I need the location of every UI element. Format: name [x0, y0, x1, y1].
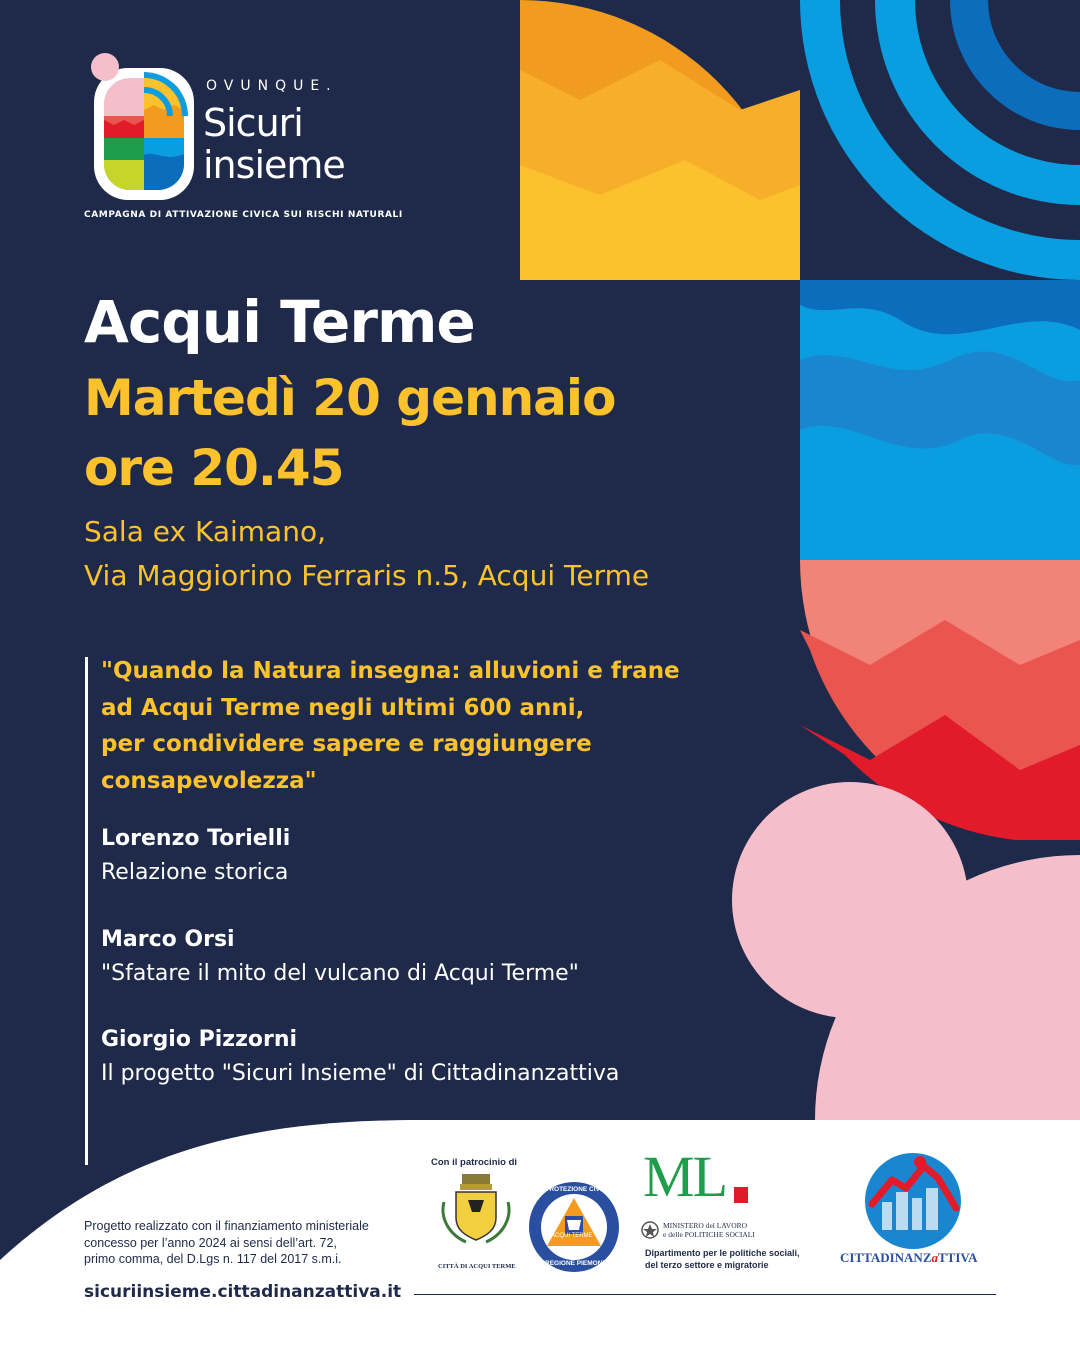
ministry-name-line1: MINISTERO del LAVORO — [663, 1221, 748, 1230]
event-date: Martedì 20 gennaio — [84, 369, 616, 427]
footer-divider — [414, 1294, 996, 1295]
vertical-divider — [85, 657, 88, 1165]
ministry-name-line2: e delle POLITICHE SOCIALI — [663, 1230, 755, 1239]
civil-protection-bottom-text: REGIONE PIEMONTE — [545, 1260, 611, 1267]
speaker-name: Lorenzo Torielli — [101, 826, 291, 851]
speaker-topic: "Sfatare il mito del vulcano di Acqui Terme" — [101, 961, 579, 986]
city-crest-caption: CITTÀ DI ACQUI TERME — [438, 1263, 516, 1270]
talk-title — [101, 653, 721, 799]
cittadinanzattiva-wordmark-post: TTIVA — [938, 1250, 978, 1265]
talk-title-line: "Quando la Natura insegna: alluvioni e frane — [101, 658, 680, 684]
logo-word-insieme: insieme — [203, 143, 345, 187]
event-time: ore 20.45 — [84, 439, 344, 497]
cittadinanzattiva-wordmark — [840, 1250, 978, 1266]
yellow-quarter-shape — [520, 0, 800, 280]
talk-title-line: per condividere sapere e raggiungere — [101, 731, 592, 757]
ministry-department-line2: del terzo settore e migratorie — [645, 1260, 769, 1270]
funding-line: Progetto realizzato con il finanziamento ministeriale — [84, 1219, 369, 1233]
ministry-mark-text: ML — [643, 1144, 726, 1209]
event-city: Acqui Terme — [84, 288, 475, 356]
cittadinanzattiva-logo-icon — [858, 1152, 968, 1250]
event-venue-name: Sala ex Kaimano, — [84, 515, 326, 548]
blue-rings-shape — [800, 0, 1080, 280]
funding-line: primo comma, del D.Lgs n. 117 del 2017 s.m.i. — [84, 1252, 342, 1266]
speaker-topic: Il progetto "Sicuri Insieme" di Cittadinanzattiva — [101, 1061, 620, 1086]
speaker-name: Giorgio Pizzorni — [101, 1027, 298, 1052]
funding-note — [84, 1218, 414, 1268]
ministry-mark — [643, 1146, 726, 1208]
civil-protection-top-text: PROTEZIONE CIVILE — [545, 1186, 611, 1193]
logo-word-sicuri: Sicuri — [203, 101, 303, 145]
italian-emblem-icon — [641, 1220, 659, 1240]
ministry-department-line1: Dipartimento per le politiche sociali, — [645, 1248, 800, 1258]
city-crest-icon — [436, 1172, 516, 1252]
funding-line: concesso per l’anno 2024 ai sensi dell’art. 72, — [84, 1235, 337, 1250]
logo-tagline: CAMPAGNA DI ATTIVAZIONE CIVICA SUI RISCHI NATURALI — [84, 210, 403, 220]
speaker-topic: Relazione storica — [101, 860, 289, 885]
speaker-name: Marco Orsi — [101, 927, 235, 952]
website-link[interactable]: sicuriinsieme.cittadinanzattiva.it — [84, 1282, 402, 1302]
logo-kicker: OVUNQUE. — [206, 78, 338, 94]
talk-title-line: ad Acqui Terme negli ultimi 600 anni, — [101, 694, 585, 721]
ministry-red-bar — [734, 1187, 748, 1203]
patronage-label: Con il patrocinio di — [431, 1157, 518, 1168]
cittadinanzattiva-a-icon: a — [931, 1250, 938, 1265]
event-venue-address: Via Maggiorino Ferraris n.5, Acqui Terme — [84, 559, 650, 592]
talk-title-line: consapevolezza" — [101, 767, 317, 794]
cittadinanzattiva-wordmark-pre: CITTADINANZ — [840, 1250, 932, 1265]
civil-protection-middle-text: ACQUI TERME — [551, 1233, 593, 1239]
